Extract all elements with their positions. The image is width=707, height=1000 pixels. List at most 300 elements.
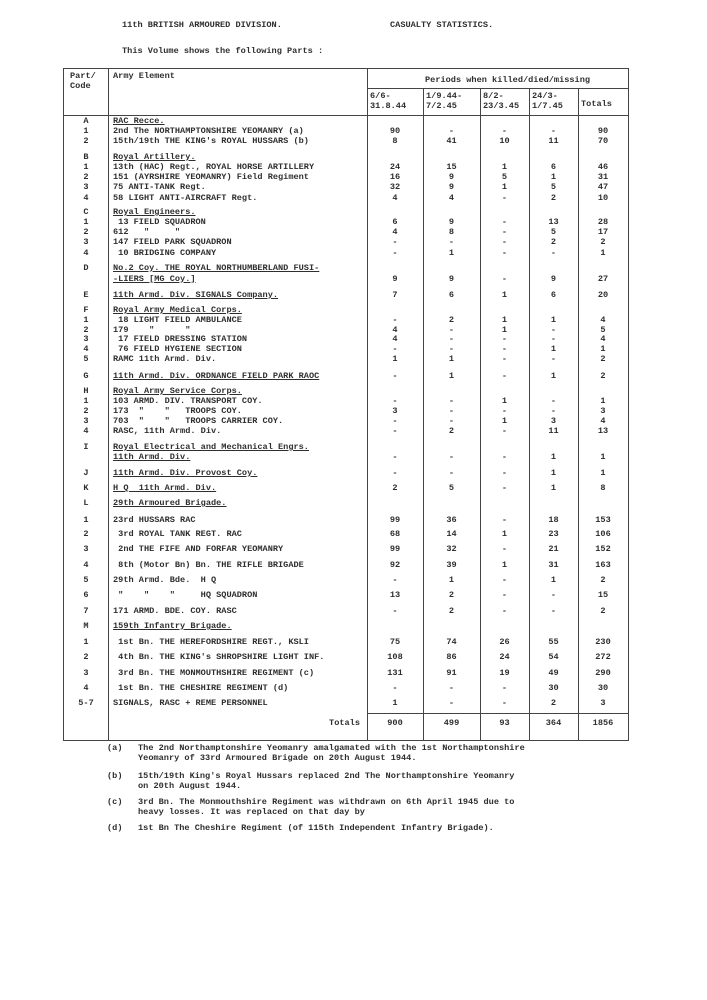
row-value: 92 <box>389 560 401 570</box>
row-code: 3 <box>83 182 89 192</box>
row-value: - <box>392 426 398 436</box>
row-value: 31 <box>597 172 609 182</box>
row-value: 16 <box>389 172 401 182</box>
row-value: 1 <box>448 354 455 364</box>
row-value: - <box>501 483 508 493</box>
row-value: - <box>501 426 508 436</box>
row-value: 20 <box>597 290 609 300</box>
row-value: - <box>550 406 557 416</box>
row-value: 6 <box>550 162 557 172</box>
row-value: - <box>448 468 455 478</box>
row-value: 5 <box>448 483 455 493</box>
row-value: 153 <box>595 515 611 525</box>
row-code: 2 <box>83 652 89 662</box>
row-value: - <box>448 237 455 247</box>
footnote-text: 15th/19th King's Royal Hussars replaced 2nd The Northamptonshire Yeomanry on 20th August 1944. <box>138 771 515 791</box>
row-code: B <box>83 152 89 162</box>
row-value: 90 <box>389 126 401 136</box>
row-code: 1 <box>83 515 89 525</box>
row-value: 1 <box>600 396 606 406</box>
column-header-period: 8/2- 23/3.45 <box>483 91 520 111</box>
row-element: 11th Armd. Div. ORDNANCE FIELD PARK RAOC <box>113 371 320 381</box>
row-value: - <box>550 606 557 616</box>
row-value: 75 <box>389 637 401 647</box>
row-value: 5 <box>501 172 508 182</box>
row-value: 1 <box>550 468 557 478</box>
row-value: 6 <box>550 290 557 300</box>
row-code: K <box>83 483 89 493</box>
row-value: 13 <box>548 217 559 227</box>
row-value: 2 <box>600 575 606 585</box>
row-value: 30 <box>597 683 609 693</box>
row-value: - <box>501 371 508 381</box>
row-element: 75 ANTI-TANK Regt. <box>113 182 206 192</box>
row-code: 3 <box>83 544 89 554</box>
row-value: 1 <box>448 248 455 258</box>
row-element: 179 " " <box>113 325 191 335</box>
footnote-label: (c) <box>107 797 123 807</box>
row-element: 29th Armd. Bde. H Q <box>113 575 217 585</box>
row-value: 32 <box>389 182 401 192</box>
row-code: 2 <box>83 325 89 335</box>
row-value: 2 <box>550 193 557 203</box>
row-code: 4 <box>83 193 89 203</box>
row-value: - <box>550 354 557 364</box>
row-value: 3 <box>600 698 606 708</box>
row-code: 4 <box>83 560 89 570</box>
row-value: 19 <box>499 668 510 678</box>
row-value: 163 <box>595 560 611 570</box>
row-code: 4 <box>83 683 89 693</box>
row-code: 5 <box>83 354 89 364</box>
row-element: Royal Electrical and Mechanical Engrs. <box>113 442 309 452</box>
row-value: - <box>448 452 455 462</box>
row-value: 1 <box>392 698 398 708</box>
row-value: - <box>501 544 508 554</box>
row-value: - <box>392 344 398 354</box>
row-element: 2nd THE FIFE AND FORFAR YEOMANRY <box>113 544 284 554</box>
row-element: 76 FIELD HYGIENE SECTION <box>113 344 242 354</box>
row-value: 1 <box>550 315 557 325</box>
row-code: 2 <box>83 227 89 237</box>
row-value: 5 <box>550 227 557 237</box>
row-value: 31 <box>548 560 559 570</box>
row-element: 11th Armd. Div. SIGNALS Company. <box>113 290 279 300</box>
row-value: 1 <box>550 344 557 354</box>
row-element: Royal Army Medical Corps. <box>113 305 242 315</box>
row-code: 2 <box>83 529 89 539</box>
row-code: C <box>83 207 89 217</box>
row-value: 55 <box>548 637 559 647</box>
footnote-label: (d) <box>107 823 123 833</box>
footnote-label: (b) <box>107 771 123 781</box>
totals-label: Totals <box>329 718 360 728</box>
row-value: 4 <box>448 193 455 203</box>
row-value: 9 <box>392 274 398 284</box>
row-value: 1 <box>501 325 508 335</box>
row-value: - <box>392 237 398 247</box>
row-code: 4 <box>83 344 89 354</box>
row-value: 1 <box>550 452 557 462</box>
row-value: 49 <box>548 668 559 678</box>
row-value: 230 <box>595 637 611 647</box>
row-value: 6 <box>448 290 455 300</box>
row-value: 1 <box>448 575 455 585</box>
row-value: - <box>501 217 508 227</box>
row-value: - <box>501 248 508 258</box>
row-element: 4th Bn. THE KING's SHROPSHIRE LIGHT INF. <box>113 652 325 662</box>
row-value: - <box>392 452 398 462</box>
row-value: 1 <box>448 371 455 381</box>
row-value: - <box>501 468 508 478</box>
total-value: 499 <box>443 718 460 728</box>
row-value: - <box>501 354 508 364</box>
totals-divider <box>367 713 628 714</box>
row-element: 11th Armd. Div. Provost Coy. <box>113 468 258 478</box>
row-value: 3 <box>550 416 557 426</box>
footnote-text: 3rd Bn. The Monmouthshire Regiment was withdrawn on 6th April 1945 due to heavy losses. It was replaced on that day by <box>138 797 515 817</box>
row-code: 2 <box>83 406 89 416</box>
row-value: - <box>392 468 398 478</box>
row-value: 1 <box>501 182 508 192</box>
row-value: - <box>550 126 557 136</box>
row-code: 3 <box>83 334 89 344</box>
row-value: 39 <box>446 560 457 570</box>
row-code: 4 <box>83 426 89 436</box>
row-code: J <box>83 468 89 478</box>
row-value: 68 <box>389 529 401 539</box>
row-value: 47 <box>597 182 609 192</box>
row-element: 151 (AYRSHIRE YEOMANRY) Field Regiment <box>113 172 309 182</box>
row-code: 1 <box>83 126 89 136</box>
row-value: - <box>501 452 508 462</box>
row-value: - <box>501 334 508 344</box>
row-value: 9 <box>448 274 455 284</box>
row-value: - <box>392 315 398 325</box>
row-element: 3rd Bn. THE MONMOUTHSHIRE REGIMENT (c) <box>113 668 315 678</box>
total-value: 93 <box>499 718 510 728</box>
row-value: 17 <box>597 227 609 237</box>
row-value: - <box>501 344 508 354</box>
row-value: 10 <box>597 193 609 203</box>
row-value: 24 <box>499 652 510 662</box>
row-value: - <box>501 698 508 708</box>
row-value: - <box>392 416 398 426</box>
row-element: 173 " " TROOPS COY. <box>113 406 242 416</box>
row-code: I <box>83 442 89 452</box>
row-value: 272 <box>595 652 611 662</box>
row-value: 2 <box>600 354 606 364</box>
row-value: - <box>448 698 455 708</box>
row-value: 4 <box>600 334 606 344</box>
row-value: 7 <box>392 290 398 300</box>
row-value: - <box>392 371 398 381</box>
footnote-text: 1st Bn The Cheshire Regiment (of 115th Independent Infantry Brigade). <box>138 823 494 833</box>
row-value: 99 <box>389 515 401 525</box>
row-value: 3 <box>392 406 398 416</box>
row-value: 1 <box>600 248 606 258</box>
row-element: 1st Bn. THE CHESHIRE REGIMENT (d) <box>113 683 289 693</box>
row-value: 8 <box>448 227 455 237</box>
row-value: 2 <box>550 237 557 247</box>
row-element: 13 FIELD SQUADRON <box>113 217 206 227</box>
total-value: 1856 <box>592 718 614 728</box>
row-value: 1 <box>550 483 557 493</box>
row-value: - <box>392 396 398 406</box>
row-element: 3rd ROYAL TANK REGT. RAC <box>113 529 242 539</box>
periods-heading: Periods when killed/died/missing <box>425 75 591 85</box>
row-code: 2 <box>83 136 89 146</box>
row-value: - <box>550 334 557 344</box>
row-code: M <box>83 621 89 631</box>
row-value: - <box>448 416 455 426</box>
row-value: 2 <box>448 606 455 616</box>
row-element: 1st Bn. THE HEREFORDSHIRE REGT., KSLI <box>113 637 309 647</box>
row-element: RAC Recce. <box>113 116 165 126</box>
row-value: 2 <box>448 426 455 436</box>
row-code: 1 <box>83 315 89 325</box>
column-header-period: 1/9.44- 7/2.45 <box>426 91 463 111</box>
row-value: 28 <box>597 217 609 227</box>
row-value: 2 <box>600 237 606 247</box>
row-value: 15 <box>446 162 457 172</box>
row-value: - <box>501 237 508 247</box>
row-value: 290 <box>595 668 611 678</box>
row-element: 171 ARMD. BDE. COY. RASC <box>113 606 237 616</box>
row-code: E <box>83 290 89 300</box>
row-value: 24 <box>389 162 401 172</box>
column-header-period: 24/3- 1/7.45 <box>532 91 563 111</box>
row-value: 1 <box>501 416 508 426</box>
row-code: F <box>83 305 89 315</box>
row-element: 29th Armoured Brigade. <box>113 498 227 508</box>
row-element: 103 ARMD. DIV. TRANSPORT COY. <box>113 396 263 406</box>
row-element: 11th Armd. Div. <box>113 452 191 462</box>
row-value: - <box>448 334 455 344</box>
row-value: 8 <box>600 483 606 493</box>
row-value: 41 <box>446 136 457 146</box>
row-value: 23 <box>548 529 559 539</box>
row-value: 3 <box>600 406 606 416</box>
column-header-element: Army Element <box>113 71 175 81</box>
row-value: 8 <box>392 136 398 146</box>
row-value: 30 <box>548 683 559 693</box>
column-header-period: 6/6- 31.8.44 <box>370 91 407 111</box>
row-value: 4 <box>600 416 606 426</box>
row-value: 2 <box>448 315 455 325</box>
row-element: 13th (HAC) Regt., ROYAL HORSE ARTILLERY <box>113 162 315 172</box>
row-code: G <box>83 371 89 381</box>
row-element: 147 FIELD PARK SQUADRON <box>113 237 232 247</box>
row-element: 8th (Motor Bn) Bn. THE RIFLE BRIGADE <box>113 560 304 570</box>
row-value: 4 <box>392 193 398 203</box>
row-value: 18 <box>548 515 559 525</box>
row-code: A <box>83 116 89 126</box>
row-value: 9 <box>448 217 455 227</box>
row-value: 9 <box>448 182 455 192</box>
row-value: 1 <box>550 172 557 182</box>
row-value: 106 <box>595 529 611 539</box>
row-code: 6 <box>83 590 89 600</box>
row-value: 5 <box>600 325 606 335</box>
row-value: 1 <box>600 468 606 478</box>
row-value: 46 <box>597 162 609 172</box>
row-value: - <box>501 606 508 616</box>
row-element: 15th/19th THE KING's ROYAL HUSSARS (b) <box>113 136 309 146</box>
row-value: - <box>501 274 508 284</box>
row-value: - <box>501 575 508 585</box>
row-value: 1 <box>501 560 508 570</box>
row-value: 1 <box>501 162 508 172</box>
row-element: " " " HQ SQUADRON <box>113 590 258 600</box>
row-code: 3 <box>83 237 89 247</box>
row-value: 1 <box>501 396 508 406</box>
row-value: 13 <box>597 426 609 436</box>
row-value: - <box>392 606 398 616</box>
row-value: 70 <box>597 136 609 146</box>
row-value: 13 <box>389 590 401 600</box>
row-value: 32 <box>446 544 457 554</box>
row-value: - <box>448 396 455 406</box>
row-value: 6 <box>392 217 398 227</box>
row-value: - <box>448 325 455 335</box>
table-border-left <box>63 68 64 740</box>
row-code: 1 <box>83 396 89 406</box>
row-value: 1 <box>550 575 557 585</box>
row-value: - <box>501 193 508 203</box>
row-value: 26 <box>499 637 510 647</box>
row-value: 54 <box>548 652 559 662</box>
row-value: - <box>550 325 557 335</box>
row-value: - <box>550 248 557 258</box>
periods-divider <box>367 88 628 89</box>
table-border-top <box>63 68 628 69</box>
row-code: 4 <box>83 248 89 258</box>
row-code: 1 <box>83 162 89 172</box>
row-element: -LIERS [MG Coy.] <box>113 274 196 284</box>
row-code: 5 <box>83 575 89 585</box>
row-value: 1 <box>392 354 398 364</box>
row-value: 1 <box>600 452 606 462</box>
row-value: 4 <box>392 325 398 335</box>
row-value: 1 <box>501 315 508 325</box>
row-value: - <box>448 344 455 354</box>
row-value: 10 <box>499 136 510 146</box>
row-value: - <box>448 126 455 136</box>
row-value: 9 <box>448 172 455 182</box>
row-value: - <box>501 590 508 600</box>
row-element: 23rd HUSSARS RAC <box>113 515 196 525</box>
row-code: H <box>83 386 89 396</box>
row-code: 1 <box>83 637 89 647</box>
row-value: - <box>501 683 508 693</box>
row-element: RAMC 11th Armd. Div. <box>113 354 217 364</box>
row-code: 7 <box>83 606 89 616</box>
row-element: 17 FIELD DRESSING STATION <box>113 334 248 344</box>
row-code: 2 <box>83 172 89 182</box>
column-header-period: Totals <box>581 99 612 109</box>
row-value: 2 <box>600 606 606 616</box>
row-value: 27 <box>597 274 609 284</box>
document-subject: CASUALTY STATISTICS. <box>390 20 494 30</box>
row-value: 152 <box>595 544 611 554</box>
row-element: 2nd The NORTHAMPTONSHIRE YEOMANRY (a) <box>113 126 304 136</box>
row-value: 4 <box>600 315 606 325</box>
row-element: Royal Army Service Corps. <box>113 386 242 396</box>
row-value: 9 <box>550 274 557 284</box>
table-border-right <box>628 68 629 740</box>
row-value: 90 <box>597 126 609 136</box>
row-element: 703 " " TROOPS CARRIER COY. <box>113 416 284 426</box>
row-value: - <box>550 396 557 406</box>
row-value: 1 <box>501 529 508 539</box>
row-element: Royal Artillery. <box>113 152 196 162</box>
row-value: 2 <box>550 698 557 708</box>
row-element: 58 LIGHT ANTI-AIRCRAFT Regt. <box>113 193 258 203</box>
row-element: Royal Engineers. <box>113 207 196 217</box>
row-value: - <box>501 126 508 136</box>
row-value: 5 <box>550 182 557 192</box>
row-value: - <box>392 683 398 693</box>
footnote-label: (a) <box>107 743 123 753</box>
row-value: 36 <box>446 515 457 525</box>
row-element: 612 " " <box>113 227 181 237</box>
row-value: 14 <box>446 529 457 539</box>
row-value: 2 <box>392 483 398 493</box>
row-value: 15 <box>597 590 609 600</box>
row-code: 5-7 <box>78 698 94 708</box>
table-border-bottom <box>63 740 629 741</box>
column-header-code: Part/ Code <box>70 71 96 91</box>
row-code: 1 <box>83 217 89 227</box>
row-code: L <box>83 498 89 508</box>
row-code: D <box>83 263 89 273</box>
row-element: 10 BRIDGING COMPANY <box>113 248 217 258</box>
total-value: 364 <box>545 718 562 728</box>
footnote-text: The 2nd Northamptonshire Yeomanry amalgamated with the 1st Northamptonshire Yeomanry of 33rd Armoured Brigade on 20th August 1944. <box>138 743 525 763</box>
row-value: - <box>501 227 508 237</box>
row-element: RASC, 11th Armd. Div. <box>113 426 222 436</box>
row-value: - <box>392 575 398 585</box>
row-element: No.2 Coy. THE ROYAL NORTHUMBERLAND FUSI- <box>113 263 320 273</box>
row-value: 2 <box>600 371 606 381</box>
row-value: 1 <box>501 290 508 300</box>
row-value: - <box>392 248 398 258</box>
row-value: 2 <box>448 590 455 600</box>
division-title: 11th BRITISH ARMOURED DIVISION. <box>122 20 282 30</box>
row-value: - <box>448 406 455 416</box>
row-value: 86 <box>446 652 457 662</box>
row-value: 21 <box>548 544 559 554</box>
row-value: 1 <box>600 344 606 354</box>
row-element: H Q 11th Armd. Div. <box>113 483 217 493</box>
row-element: 18 LIGHT FIELD AMBULANCE <box>113 315 242 325</box>
row-value: - <box>448 683 455 693</box>
row-value: 99 <box>389 544 401 554</box>
row-value: 91 <box>446 668 457 678</box>
row-value: 4 <box>392 227 398 237</box>
row-element: SIGNALS, RASC + REME PERSONNEL <box>113 698 268 708</box>
row-code: 3 <box>83 668 89 678</box>
row-value: 11 <box>548 136 559 146</box>
row-value: - <box>501 515 508 525</box>
row-element: 159th Infantry Brigade. <box>113 621 232 631</box>
row-value: - <box>550 590 557 600</box>
total-value: 900 <box>387 718 403 728</box>
row-value: 131 <box>387 668 403 678</box>
row-value: 11 <box>548 426 559 436</box>
row-value: 4 <box>392 334 398 344</box>
